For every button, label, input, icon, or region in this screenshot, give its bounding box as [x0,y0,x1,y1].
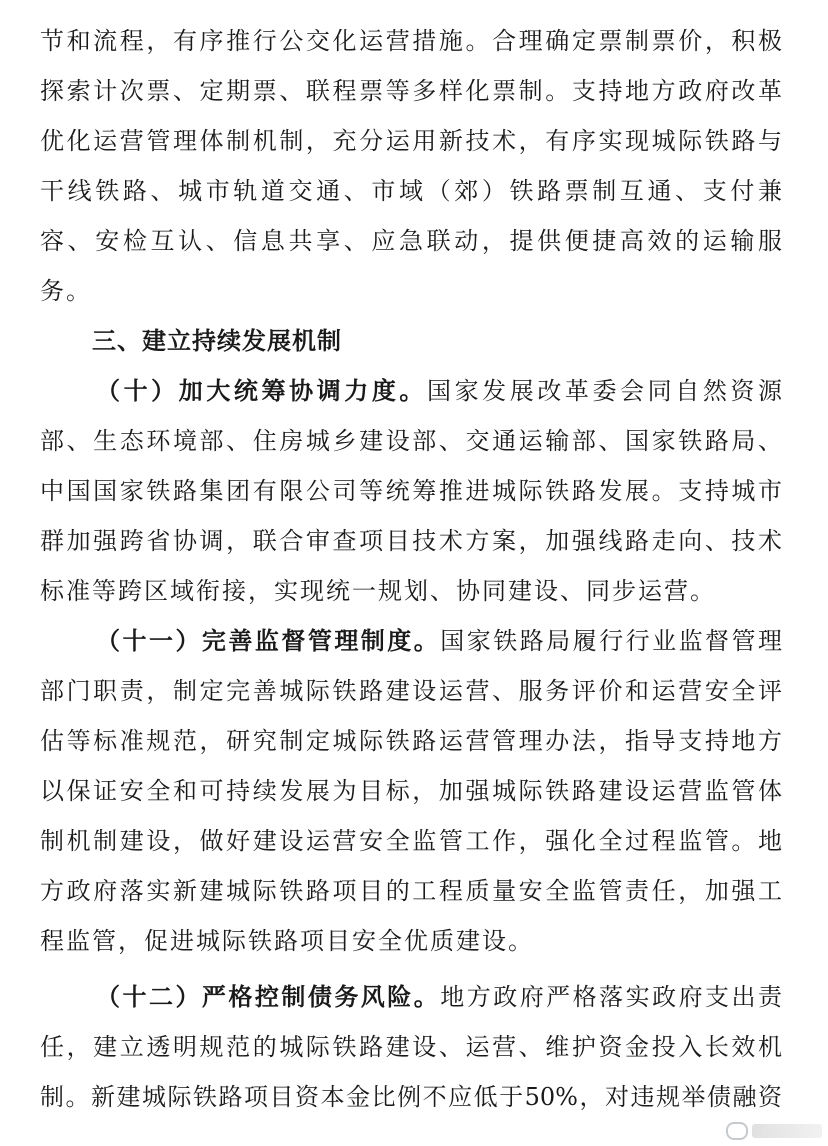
paragraph-first-line [96,371,782,411]
text-line: 务。 [40,277,92,305]
text-line: 程监管，促进城际铁路项目安全优质建设。 [40,927,534,955]
text-line: 探索计次票、定期票、联程票等多样化票制。支持地方政府改革 [40,77,782,105]
chat-bubble-icon [726,1122,748,1140]
watermark-bar [752,1124,822,1138]
item-label: （十二）严格控制债务风险。 [96,983,441,1011]
text-line: 制机制建设，做好建设运营安全监管工作，强化全过程监管。地 [40,827,782,855]
item-text: 国家发展改革委会同自然资源 [427,377,782,405]
watermark [672,1118,822,1144]
text-line: 制。新建城际铁路项目资本金比例不应低于50%，对违规举债融资 [40,1083,782,1111]
paragraph-first-line [96,977,782,1017]
text-line: 任，建立透明规范的城际铁路建设、运营、维护资金投入长效机 [40,1033,782,1061]
text-line: 节和流程，有序推行公交化运营措施。合理确定票制票价，积极 [40,27,782,55]
text-line: 部、生态环境部、住房城乡建设部、交通运输部、国家铁路局、 [40,427,782,455]
item-label: （十一）完善监督管理制度。 [96,627,441,655]
text-line: 中国国家铁路集团有限公司等统筹推进城际铁路发展。支持城市 [40,477,782,505]
section-heading: 三、建立持续发展机制 [92,327,342,355]
text-line: 估等标准规范，研究制定城际铁路运营管理办法，指导支持地方 [40,727,782,755]
text-line: 方政府落实新建城际铁路项目的工程质量安全监管责任，加强工 [40,877,782,905]
text-line: 容、安检互认、信息共享、应急联动，提供便捷高效的运输服 [40,227,782,255]
text-line: 部门职责，制定完善城际铁路建设运营、服务评价和运营安全评 [40,677,782,705]
item-label: （十）加大统筹协调力度。 [96,377,427,405]
text-line: 优化运营管理体制机制，充分运用新技术，有序实现城际铁路与 [40,127,782,155]
paragraph-first-line [96,621,782,661]
item-text: 地方政府严格落实政府支出责 [440,983,783,1011]
text-line: 以保证安全和可持续发展为目标，加强城际铁路建设运营监管体 [40,777,782,805]
text-line: 标准等跨区域衔接，实现统一规划、协同建设、同步运营。 [40,577,716,605]
text-line: 群加强跨省协调，联合审查项目技术方案，加强线路走向、技术 [40,527,782,555]
text-line: 干线铁路、城市轨道交通、市域（郊）铁路票制互通、支付兼 [40,177,782,205]
item-text: 国家铁路局履行行业监督管理 [440,627,783,655]
